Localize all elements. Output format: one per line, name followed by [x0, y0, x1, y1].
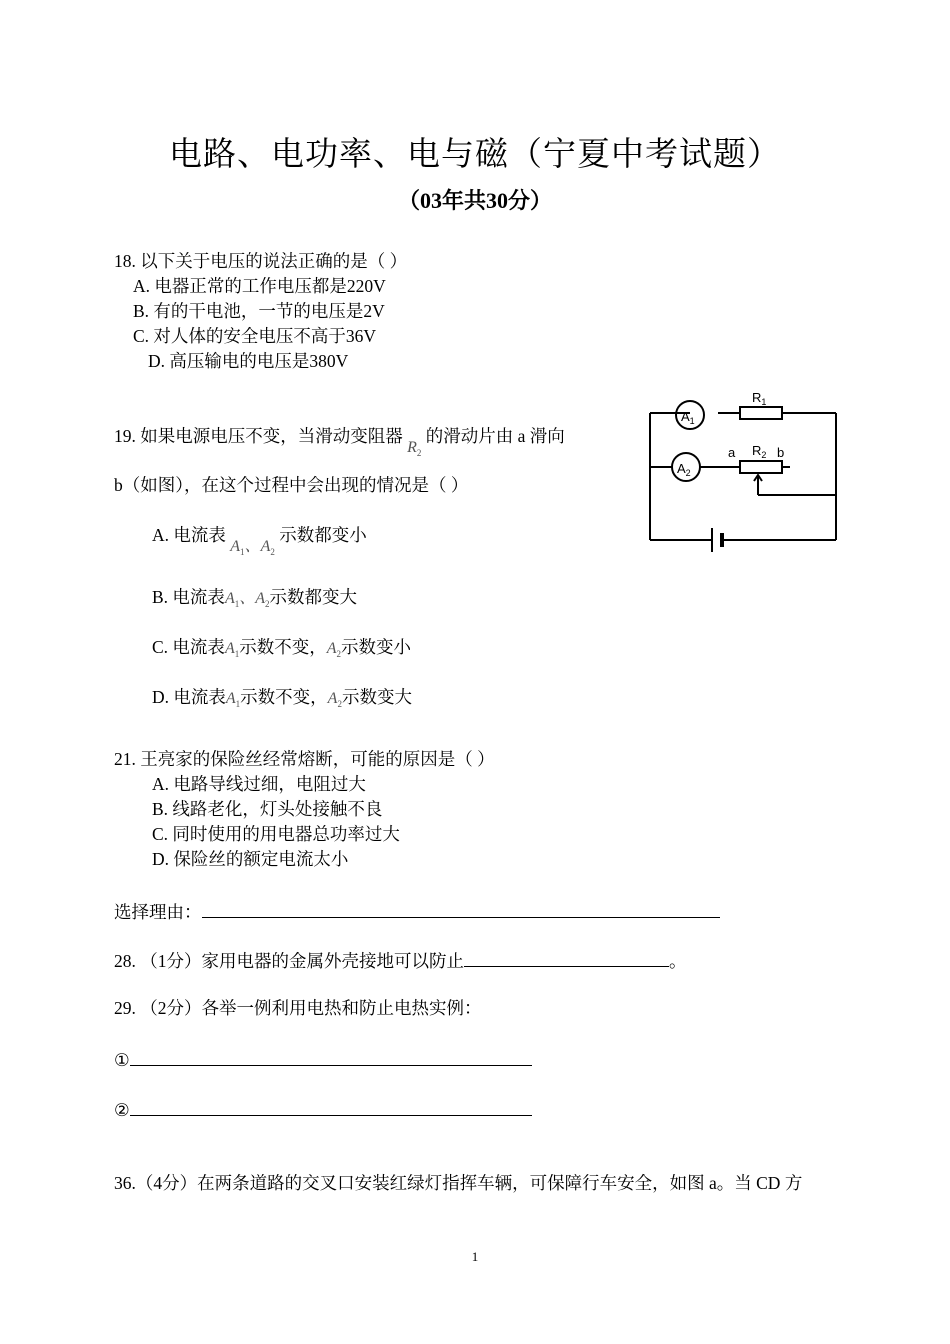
q19-stem-line2: b（如图），在这个过程中会出现的情况是（ ）	[114, 475, 469, 495]
reason-blank[interactable]	[202, 899, 720, 918]
terminal-a-label: a	[728, 445, 736, 460]
ammeter-a2-label: $A_2$	[677, 461, 691, 478]
q21-reason: 选择理由：	[114, 899, 720, 923]
q29-blank-2[interactable]	[130, 1097, 532, 1116]
q18-option-a: A. 电器正常的工作电压都是220V	[133, 276, 386, 296]
q19-option-b: B. 电流表$A_1$、$A_2$示数都变大	[152, 587, 358, 610]
symbol-a1: $A_1$	[230, 538, 245, 558]
resistor-r1-label: $R_1$	[752, 390, 767, 407]
resistor-r2	[740, 461, 782, 473]
q29-stem: 29. （2分）各举一例利用电热和防止电热实例：	[114, 998, 482, 1018]
symbol-a1: $A_1$	[224, 640, 240, 660]
symbol-a2: $A_2$	[255, 590, 270, 610]
q21-option-c: C. 同时使用的用电器总功率过大	[152, 824, 400, 844]
symbol-a2: $A_2$	[260, 538, 275, 558]
page-number: 1	[471, 1249, 479, 1264]
q18-option-b: B. 有的干电池，一节的电压是2V	[133, 301, 385, 321]
q18-option-c: C. 对人体的安全电压不高于36V	[133, 326, 377, 346]
symbol-a2: $A_2$	[327, 690, 342, 710]
q21-stem: 21. 王亮家的保险丝经常熔断，可能的原因是（ ）	[114, 749, 495, 769]
q18-option-d: D. 高压输电的电压是380V	[148, 351, 349, 371]
q29-item-2: ②	[114, 1097, 532, 1121]
q19-stem-pre: 19. 如果电源电压不变，当滑动变阻器	[114, 426, 403, 446]
q21-option-d: D. 保险丝的额定电流太小	[152, 849, 349, 869]
symbol-a1: $A_1$	[225, 690, 241, 710]
q19-symbol-r2: $R_2$	[407, 439, 422, 459]
terminal-b-label: b	[777, 445, 785, 460]
q36-stem: 36.（4分）在两条道路的交叉口安装红绿灯指挥车辆，可保障行车安全，如图 a。当 CD 方	[114, 1173, 803, 1193]
symbol-a1: $A_1$	[224, 590, 240, 610]
q19-option-d: D. 电流表$A_1$示数不变，$A_2$示数变大	[152, 687, 412, 710]
q21-option-a: A. 电路导线过细，电阻过大	[152, 774, 366, 794]
q19-option-a: A. 电流表 $A_1$、$A_2$ 示数都变小	[152, 525, 367, 558]
ammeter-a1-label: $A_1$	[681, 409, 695, 426]
circuit-diagram	[640, 385, 845, 555]
q18-stem: 18. 以下关于电压的说法正确的是（ ）	[114, 251, 408, 271]
resistor-r1	[740, 407, 782, 419]
q29-blank-1[interactable]	[130, 1047, 532, 1066]
q28-stem: 28. （1分）家用电器的金属外壳接地可以防止 。	[114, 948, 687, 972]
page-subtitle: （03年共30分）	[397, 188, 552, 213]
q19-option-c: C. 电流表$A_1$示数不变，$A_2$示数变小	[152, 637, 411, 660]
resistor-r2-label: $R_2$	[752, 443, 767, 460]
q19-stem-post: 的滑动片由 a 滑向	[425, 426, 565, 446]
q21-option-b: B. 线路老化，灯头处接触不良	[152, 799, 383, 819]
q28-blank[interactable]	[464, 948, 669, 967]
symbol-a2: $A_2$	[326, 640, 341, 660]
page-title: 电路、电功率、电与磁（宁夏中考试题）	[169, 137, 781, 173]
q19-stem-line1	[114, 425, 565, 459]
q29-item-1: ①	[114, 1047, 532, 1071]
